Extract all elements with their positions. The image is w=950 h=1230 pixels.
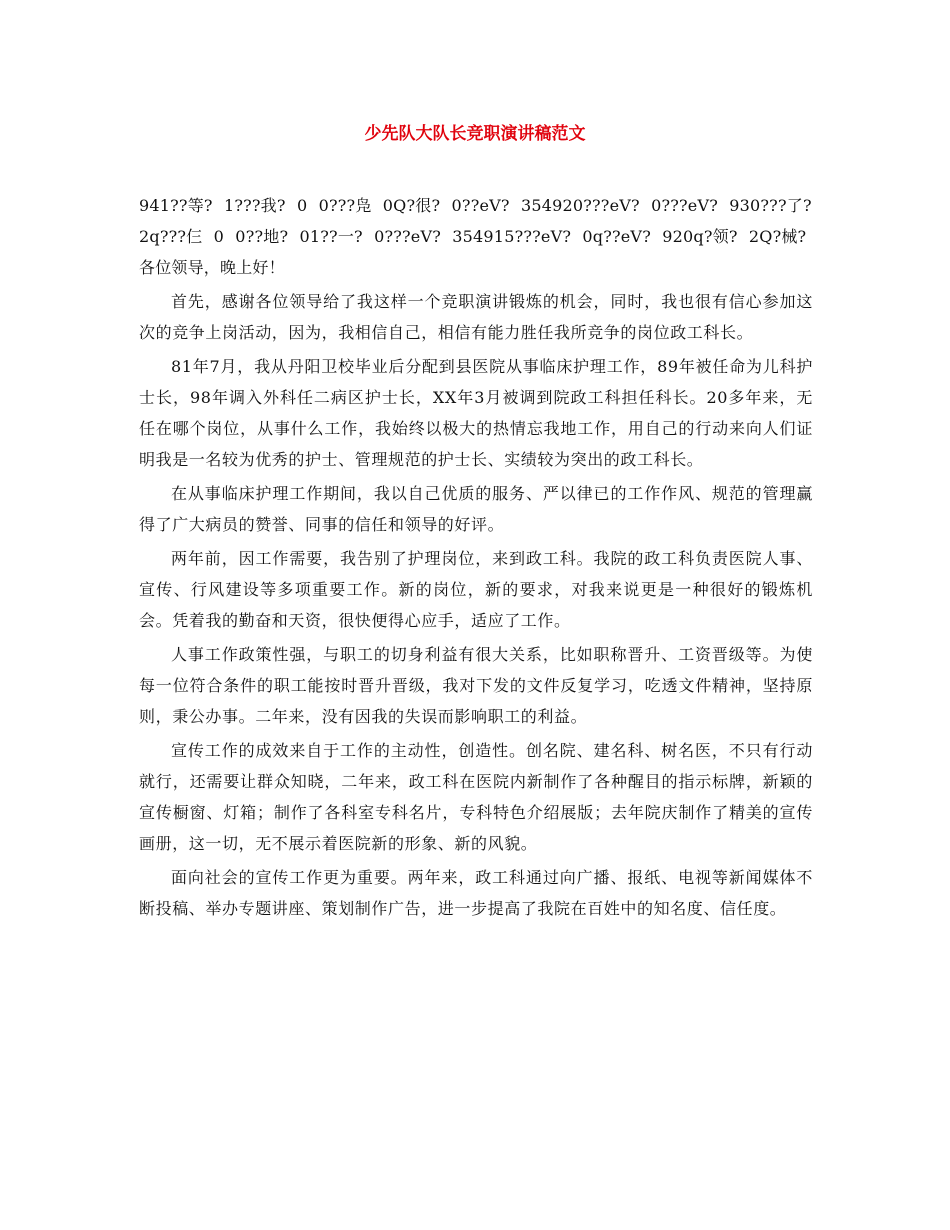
document-title: 少先队大队长竞职演讲稿范文	[364, 124, 586, 144]
paragraph-6: 宣传工作的成效来自于工作的主动性，创造性。创名院、建名科、树名医，不只有行动就行，还需要让群众知晓，二年来，政工科在医院内新制作了各种醒目的指示标牌，新颖的宣传橱窗、灯箱；制作了各科室专科名片，专科特色介绍展版；去年院庆制作了精美的宣传画册，这一切，无不展示着医院新的形象、新的风貌。	[139, 741, 813, 853]
paragraph-3: 在从事临床护理工作期间，我以自己优质的服务、严以律已的工作作风、规范的管理赢得了广大病员的赞誉、同事的信任和领导的好评。	[139, 484, 813, 534]
garbled-header-text: 941??等? 1???我? 0 0???凫 0Q?很? 0??eV? 354920???eV? 0???eV? 930???了? 2q???仨 0 0??地? 01??一? 0???eV? 354915???eV? 0q??eV? 920q?领? 2Q?械? 各位领导，晚上好！	[139, 196, 812, 277]
document-body	[139, 190, 813, 927]
paragraph-5: 人事工作政策性强，与职工的切身利益有很大关系，比如职称晋升、工资晋级等。为使每一位符合条件的职工能按时晋升晋级，我对下发的文件反复学习，吃透文件精神，坚持原则，秉公办事。二年来，没有因我的失误而影响职工的利益。	[139, 645, 813, 726]
paragraph-2: 81年7月，我从丹阳卫校毕业后分配到县医院从事临床护理工作，89年被任命为儿科护士长，98年调入外科任二病区护士长，XX年3月被调到院政工科担任科长。20多年来，无任在哪个岗位，从事什么工作，我始终以极大的热情忘我地工作，用自己的行动来向人们证明我是一名较为优秀的护士、管理规范的护士长、实绩较为突出的政工科长。	[139, 357, 813, 469]
paragraph-1: 首先，感谢各位领导给了我这样一个竞职演讲锻炼的机会，同时，我也很有信心参加这次的竞争上岗活动，因为，我相信自己，相信有能力胜任我所竞争的岗位政工科长。	[139, 292, 813, 342]
paragraph-7: 面向社会的宣传工作更为重要。两年来，政工科通过向广播、报纸、电视等新闻媒体不断投稿、举办专题讲座、策划制作广告，进一步提高了我院在百姓中的知名度、信任度。	[139, 868, 813, 918]
paragraph-4: 两年前，因工作需要，我告别了护理岗位，来到政工科。我院的政工科负责医院人事、宣传、行风建设等多项重要工作。新的岗位，新的要求，对我来说更是一种很好的锻炼机会。凭着我的勤奋和天资，很快便得心应手，适应了工作。	[139, 549, 813, 630]
